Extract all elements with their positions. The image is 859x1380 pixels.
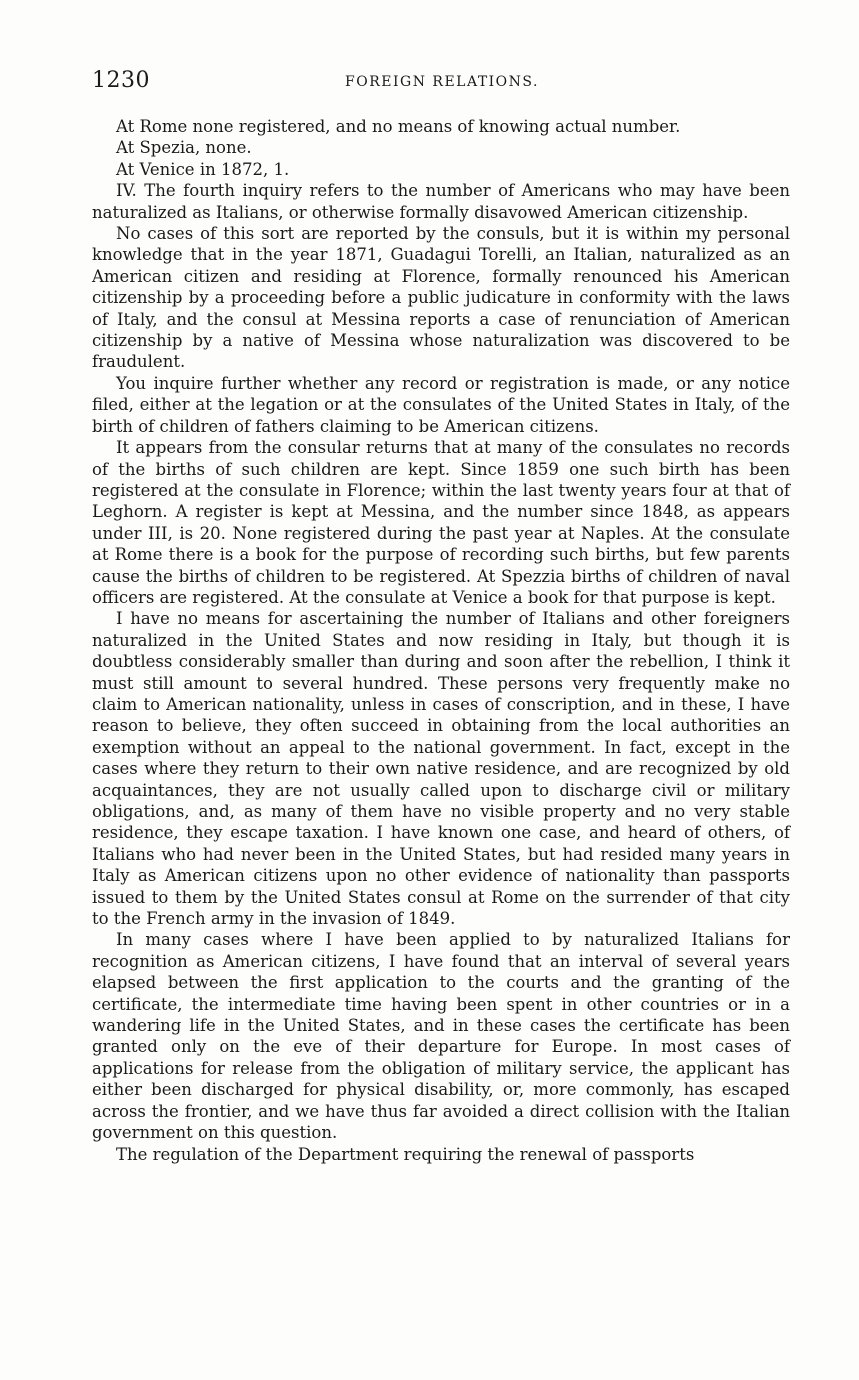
paragraph: The regulation of the Department requiring the renewal of passports xyxy=(116,1144,695,1164)
paragraph: No cases of this sort are reported by the consuls, but it is within my personal knowledge that in the year 1871, Guadagui Torelli, an Italian, naturalized as an American citizen and residing at Florence, formally renounced his American citizenship by a proceeding before a public judicature in conformity with the laws of Italy, and the consul at Messina reports a case of renunciation of American citizenship by a native of Messina whose naturalization was discovered to be fraudulent. xyxy=(92,224,790,372)
paragraph: You inquire further whether any record or registration is made, or any notice filed, either at the legation or at the consulates of the United States in Italy, of the birth of children of fathers claiming to be American citizens. xyxy=(92,373,790,436)
paragraph: I have no means for ascertaining the number of Italians and other foreigners naturalized in the United States and now residing in Italy, but though it is doubtless considerably smaller than during and soon after the rebellion, I think it must still amount to several hundred. These persons very frequently make no claim to American nationality, unless in cases of conscription, and in these, I have reason to believe, they often succeed in obtaining from the local authorities an exemption without an appeal to the national government. In fact, except in the cases where they return to their own native residence, and are recognized by old acquaintances, they are not usually called upon to discharge civil or military obligations, and, as many of them have no visible property and no very stable residence, they escape taxation. I have known one case, and heard of others, of Italians who had never been in the United States, but had resided many years in Italy as American citizens upon no other evidence of nationality than passports issued to them by the United States consul at Rome on the surrender of that city to the French army in the invasion of 1849. xyxy=(92,609,790,929)
page-number: 1230 xyxy=(92,68,150,93)
paragraph: At Venice in 1872, 1. xyxy=(116,159,290,179)
running-title: FOREIGN RELATIONS. xyxy=(345,74,539,90)
page-header xyxy=(92,68,792,98)
paragraph: At Rome none registered, and no means of knowing actual number. xyxy=(116,117,681,136)
body-text xyxy=(92,116,790,1165)
paragraph: At Spezia, none. xyxy=(116,138,252,158)
paragraph: In many cases where I have been applied to by naturalized Italians for recognition as American citizens, I have found that an interval of several years elapsed between the first application to the courts and the granting of the certificate, the intermediate time having been spent in other countries or in a wandering life in the United States, and in these cases the certificate has been granted only on the eve of their departure for Europe. In most cases of applications for release from the obligation of military service, the applicant has either been discharged for physical disability, or, more commonly, has escaped across the frontier, and we have thus far avoided a direct collision with the Italian government on this question. xyxy=(92,930,790,1143)
paragraph: It appears from the consular returns that at many of the consulates no records of the births of such children are kept. Since 1859 one such birth has been registered at the consulate in Florence; within the last twenty years four at that of Leghorn. A register is kept at Messina, and the number since 1848, as appears under III, is 20. None registered during the past year at Naples. At the consulate at Rome there is a book for the purpose of recording such births, but few parents cause the births of children to be registered. At Spezzia births of children of naval officers are registered. At the consulate at Venice a book for that purpose is kept. xyxy=(92,438,790,607)
paragraph: IV. The fourth inquiry refers to the number of Americans who may have been naturalized as Italians, or otherwise formally disavowed American citizenship. xyxy=(92,181,790,222)
